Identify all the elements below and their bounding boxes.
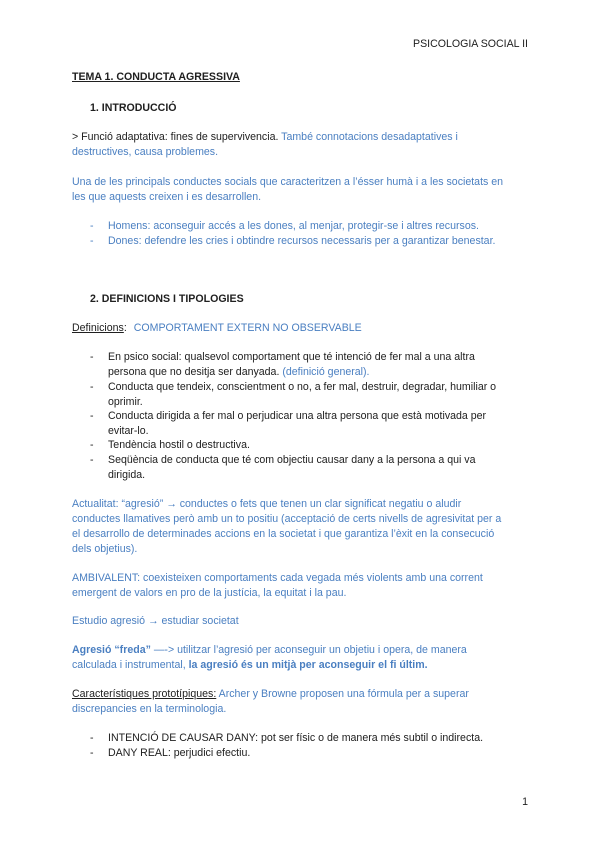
- agresio-freda-line-1: Agresió “freda” —-> utilitzar l’agresió per aconseguir un objetiu i opera, de manera: [72, 644, 467, 656]
- dash-marker: -: [90, 220, 94, 232]
- section-heading-definitions: 2. DEFINICIONS I TIPOLOGIES: [90, 293, 244, 305]
- intro-paragraph2-line-1: Una de les principals conductes socials que caracteritzen a l’ésser humà i a les societats en: [72, 176, 504, 188]
- estudio-line: Estudio agresió → estudiar societat: [72, 615, 239, 627]
- definition-bullet-1-line-2: persona que no desitja ser danyada. (definició general).: [108, 366, 370, 378]
- actualitat-line-3: el desarrollo de determinades accions en la societat i que garantiza l’èxit en la consecució: [72, 528, 495, 540]
- definition-bullet-3-line-1: Conducta dirigida a fer mal o perjudicar una altra persona que està motivada per: [108, 410, 487, 422]
- actualitat-line-4: dels objetius).: [72, 543, 138, 555]
- agresio-freda-line-2: calculada i instrumental, la agresió és un mitjà per aconseguir el fi últim.: [72, 659, 428, 671]
- intro-paragraph2-line-2: les que aquests creixen i es desarrollen.: [72, 191, 262, 203]
- dash-marker: -: [90, 351, 94, 363]
- page-number: 1: [522, 796, 528, 808]
- dash-marker: -: [90, 439, 94, 451]
- intro-paragraph-line-2: destructives, causa problemes.: [72, 146, 219, 158]
- dash-marker: -: [90, 410, 94, 422]
- definitions-label-line: Definicions: COMPORTAMENT EXTERN NO OBSERVABLE: [72, 322, 362, 334]
- dash-marker: -: [90, 732, 94, 744]
- actualitat-line-1: Actualitat: “agresió” → conductes o fets que tenen un clar significat negatiu o aludir: [72, 498, 462, 510]
- actualitat-line-2: conductes llamatives però amb un to positiu (acceptació de certs nivells de agresivitat per a: [72, 513, 502, 525]
- section-heading-introduction: 1. INTRODUCCIÓ: [90, 102, 177, 114]
- definition-bullet-5-line-2: dirigida.: [108, 469, 146, 481]
- document-title: TEMA 1. CONDUCTA AGRESSIVA: [72, 71, 240, 83]
- caracteristiques-line-1: Característiques prototípiques: Archer y Browne proposen una fórmula per a superar: [72, 688, 469, 700]
- dash-marker: -: [90, 454, 94, 466]
- running-header: PSICOLOGIA SOCIAL II: [413, 38, 528, 50]
- definition-bullet-1-line-1: En psico social: qualsevol comportament que té intenció de fer mal a una altra: [108, 351, 475, 363]
- list-item: INTENCIÓ DE CAUSAR DANY: pot ser físic o de manera més subtil o indirecta.: [108, 732, 484, 744]
- list-item: Homens: aconseguir accés a les dones, al menjar, protegir-se i altres recursos.: [108, 220, 479, 232]
- dash-marker: -: [90, 747, 94, 759]
- ambivalent-line-1: AMBIVALENT: coexisteixen comportaments cada vegada més violents amb una corrent: [72, 572, 483, 584]
- list-item: DANY REAL: perjudici efectiu.: [108, 747, 251, 759]
- definition-bullet-2-line-1: Conducta que tendeix, conscientment o no, a fer mal, destruir, degradar, humiliar o: [108, 381, 497, 393]
- definition-bullet-2-line-2: oprimir.: [108, 396, 143, 408]
- dash-marker: -: [90, 381, 94, 393]
- definition-bullet-4: Tendència hostil o destructiva.: [108, 439, 250, 451]
- ambivalent-line-2: emergent de valors en pro de la justícia, la equitat i la pau.: [72, 587, 347, 599]
- dash-marker: -: [90, 235, 94, 247]
- intro-paragraph-line-1: > Funció adaptativa: fines de supervivencia. També connotacions desadaptatives i: [72, 131, 458, 143]
- list-item: Dones: defendre les cries i obtindre recursos necessaris per a garantizar benestar.: [108, 235, 496, 247]
- definition-bullet-3-line-2: evitar-lo.: [108, 425, 149, 437]
- caracteristiques-line-2: discrepancies en la terminologia.: [72, 703, 227, 715]
- definition-bullet-5-line-1: Seqüència de conducta que té com objectiu causar dany a la persona a qui va: [108, 454, 476, 466]
